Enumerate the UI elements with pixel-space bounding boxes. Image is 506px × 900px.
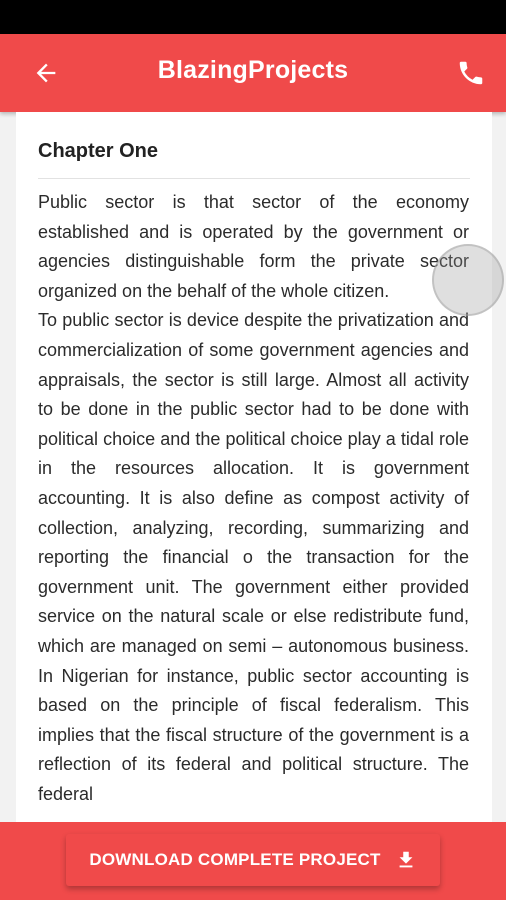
download-complete-project-button[interactable] — [66, 834, 440, 886]
phone-icon[interactable] — [456, 58, 486, 88]
bottom-bar — [0, 822, 506, 900]
download-icon — [395, 849, 417, 871]
chapter-body — [38, 188, 469, 809]
chapter-title: Chapter One — [38, 140, 159, 162]
app-bar — [0, 34, 506, 112]
status-bar — [0, 0, 506, 34]
touch-indicator — [432, 244, 504, 316]
app-title: BlazingProjects — [157, 56, 349, 84]
content-card — [16, 112, 492, 832]
download-button-label: DOWNLOAD COMPLETE PROJECT — [89, 850, 381, 869]
divider — [38, 178, 470, 179]
paragraph: To public sector is device despite the privatization and commercialization of some government agencies and appraisals, the sector is still large. Almost all activity to be done in the public sector had to be done with political choice and the political choice play a tidal role in the resources allocation. It is government accounting. It is also define as compost activity of collection, analyzing, recording, summarizing and reporting the financial o the transaction for the government unit. The government either provided service on the natural scale or else redistribute fund, which are managed on semi – autonomous business. In Nigerian for instance, public sector accounting is based on the principle of fiscal federalism. This implies that the fiscal structure of the government is a reflection of its federal and political structure. The federal — [38, 310, 469, 804]
paragraph: Public sector is that sector of the economy established and is operated by the government or agencies distinguishable form the private sector organized on the behalf of the whole citizen. — [38, 192, 469, 301]
